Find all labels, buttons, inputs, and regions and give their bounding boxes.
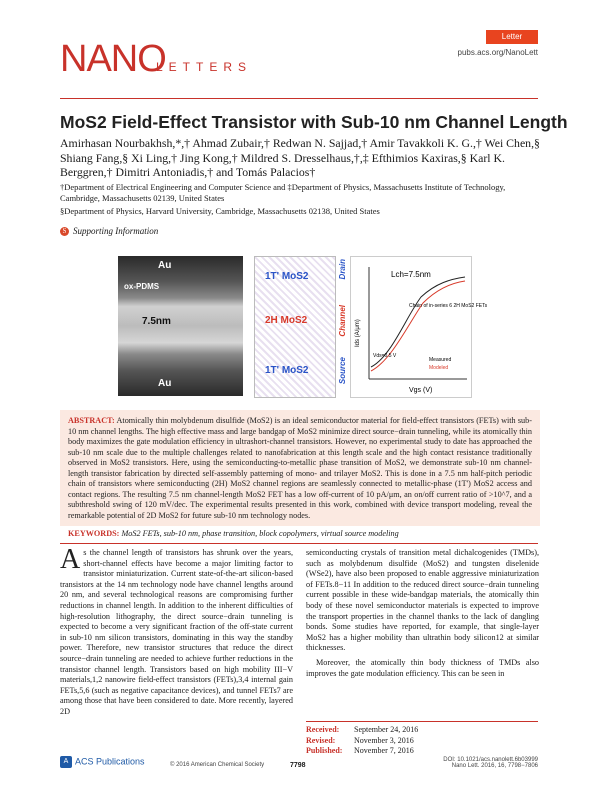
journal-url[interactable]: pubs.acs.org/NanoLett	[457, 48, 538, 57]
plot-lch: Lch=7.5nm	[391, 270, 431, 279]
publisher-name: ACS Publications	[75, 756, 145, 767]
revised-label: Revised:	[306, 735, 336, 745]
abstract-text: Atomically thin molybdenum disulfide (MoS2) is an ideal semiconductor material for field-effect transistors (FETs) with sub-10 nm channel lengths. The high effective mass and large bandgap of MoS2 minimize direct source−drain tunneling, while its atomically thin body maximizes the gate modulation efficiency in ultrashort-channel transistors. However, no experimental study to date has approached the sub-10 nm scale due to the multiple challenges related to nanofabrication at this length scale and the high contact resistance traditionally observed in MoS2 transistors. Here, using the semiconducting-to-metallic phase transition of MoS2, we demonstrate sub-10 nm channel-length transistor fabrication by directed self-assembly patterning of mono- and trilayer MoS2. This is done in a 7.5 nm half-pitch periodic chain of transistors where semiconducting (2H) MoS2 channel regions are seamlessly connected to metallic-phase (1T') MoS2 access and contact regions. The resulting 7.5 nm channel-length MoS2 FET has a low off-current of 10 pA/μm, an on/off current ratio of >10^7, and a subthreshold swing of 120 mV/dec. The experimental results presented in this work, combined with device transport modeling, reveal the remarkable potential of 2D MoS2 for future sub-10 nm technology nodes.	[68, 416, 532, 520]
legend-modeled: Modeled	[429, 365, 449, 371]
doi[interactable]	[443, 757, 538, 769]
plot-legend: Chain of in-series 6 2H MoS2 FETs	[409, 303, 488, 309]
plot-vds: Vds=0.5 V	[373, 353, 397, 359]
device-schematic	[254, 256, 347, 398]
keywords-label: KEYWORDS:	[68, 529, 120, 538]
header-divider	[60, 98, 538, 99]
supporting-info-link[interactable]	[60, 226, 158, 236]
published-label: Published:	[306, 746, 343, 756]
legend-measured: Measured	[429, 357, 452, 363]
body-paragraph-2: semiconducting crystals of transition metal dichalcogenides (TMDs), such as molybdenum disulfide (MoS2) and tungsten diselenide (WSe2), have also been proposed to enable aggressive miniaturization of FETs.8−11 In addition to the reduced direct source−drain tunneling current possible in these wide-bandgap materials, the atomically thin body of these novel semiconductor materials is expected to improve the transport properties in the channel thanks to the lack of dangling bonds. Some studies have reported, for example, that single-layer MoS2 has a higher mobility than ultrathin body silicon12 at similar thicknesses.	[306, 548, 539, 653]
toc-graphic	[118, 248, 488, 403]
tem-label-oxpdms: ox-PDMS	[124, 282, 160, 291]
logo-sub: LETTERS	[156, 60, 253, 74]
doi-text: DOI: 10.1021/acs.nanolett.6b03999	[443, 757, 538, 763]
tem-label-au-bottom: Au	[158, 378, 172, 389]
affiliation-2: §Department of Physics, Harvard University, Cambridge, Massachusetts 02138, United States	[60, 206, 380, 216]
tem-label-au-top: Au	[158, 260, 172, 271]
supporting-info-icon: S	[60, 227, 69, 236]
received-date: September 24, 2016	[354, 725, 419, 734]
article-type-badge: Letter	[486, 30, 538, 44]
supporting-info-label: Supporting Information	[73, 226, 159, 236]
logo-main: NANO	[60, 38, 166, 80]
keywords-text: MoS2 FETs, sub-10 nm, phase transition, block copolymers, virtual source modeling	[121, 529, 399, 538]
acs-icon: A	[60, 756, 72, 768]
article-title: MoS2 Field-Effect Transistor with Sub-10 nm Channel Length	[60, 112, 568, 132]
acs-publications-logo[interactable]	[60, 756, 145, 768]
citation-text: Nano Lett. 2016, 16, 7798−7806	[451, 763, 538, 769]
page-number: 7798	[290, 762, 306, 769]
device-label-bottom: 1T' MoS2	[265, 365, 309, 376]
published-date: November 7, 2016	[354, 746, 414, 756]
device-label-top: 1T' MoS2	[265, 271, 309, 282]
iv-plot-svg	[351, 257, 488, 397]
copyright: © 2016 American Chemical Society	[170, 762, 265, 768]
device-label-middle: 2H MoS2	[265, 315, 308, 326]
label-source: Source	[338, 357, 347, 385]
authors: Amirhasan Nourbakhsh,*,† Ahmad Zubair,† Redwan N. Sajjad,† Amir Tavakkoli K. G.,† Wei Chen,§ Shiang Fang,§ Xi Ling,† Jing Kong,† Mildred S. Dresselhaus,†,‡ Efthimios Kaxiras,§ Karl K. Berggren,† Dimitri Antoniadis,† and Tomás Palacios†	[60, 136, 540, 179]
journal-logo	[60, 38, 253, 80]
iv-plot	[350, 256, 488, 398]
label-drain: Drain	[338, 259, 347, 280]
affiliation-1: †Department of Electrical Engineering and Computer Science and ‡Department of Physics, Massachusetts Institute of Technology, Cambridge, Massachusetts 02139, United States	[60, 182, 506, 203]
body-paragraph-3: Moreover, the atomically thin body thickness of TMDs also improves the gate modulation efficiency. This can be seen in	[306, 657, 539, 678]
body-column-right	[306, 548, 539, 679]
tem-label-width: 7.5nm	[142, 316, 171, 327]
drop-cap: A	[60, 544, 81, 575]
received-label: Received:	[306, 725, 340, 734]
revised-date: November 3, 2016	[354, 735, 414, 745]
dates-divider	[306, 721, 538, 722]
abstract-label: ABSTRACT:	[68, 416, 115, 425]
abstract-divider	[60, 543, 538, 544]
abstract-box	[60, 410, 540, 526]
affiliations	[60, 182, 540, 217]
body-column-left	[60, 544, 293, 718]
label-channel: Channel	[338, 305, 347, 337]
tem-image	[118, 256, 243, 396]
article-dates	[306, 725, 418, 757]
plot-ylabel: Ids (A/μm)	[355, 319, 361, 347]
keywords	[68, 529, 538, 538]
plot-xlabel: Vgs (V)	[409, 387, 433, 394]
body-paragraph-1: s the channel length of transistors has shrunk over the years, short-channel effects have become a major limiting factor to transistor miniaturization. Current state-of-the-art silicon-based transistors at the 14 nm technology node have channel lengths around 20 nm, and several technological reasons are compromising further reductions in channel length. In addition to the inherent difficulties of high-resolution lithography, the direct source−drain tunneling is expected to become a very significant fraction of the off-state current in sub-10 nm silicon transistors, dominating in this way the standby power. Therefore, new transistor structures that reduce the direct source−drain tunneling are needed to achieve further reductions in the transistor channel length. Transistors based on high mobility III−V materials,1,2 nanowire field-effect transistors (FETs),3,4 internal gain FETs,5,6 (such as negative capacitance devices), and tunnel FETs7 are among those that have been considered to date. More recently, layered 2D	[60, 548, 293, 716]
